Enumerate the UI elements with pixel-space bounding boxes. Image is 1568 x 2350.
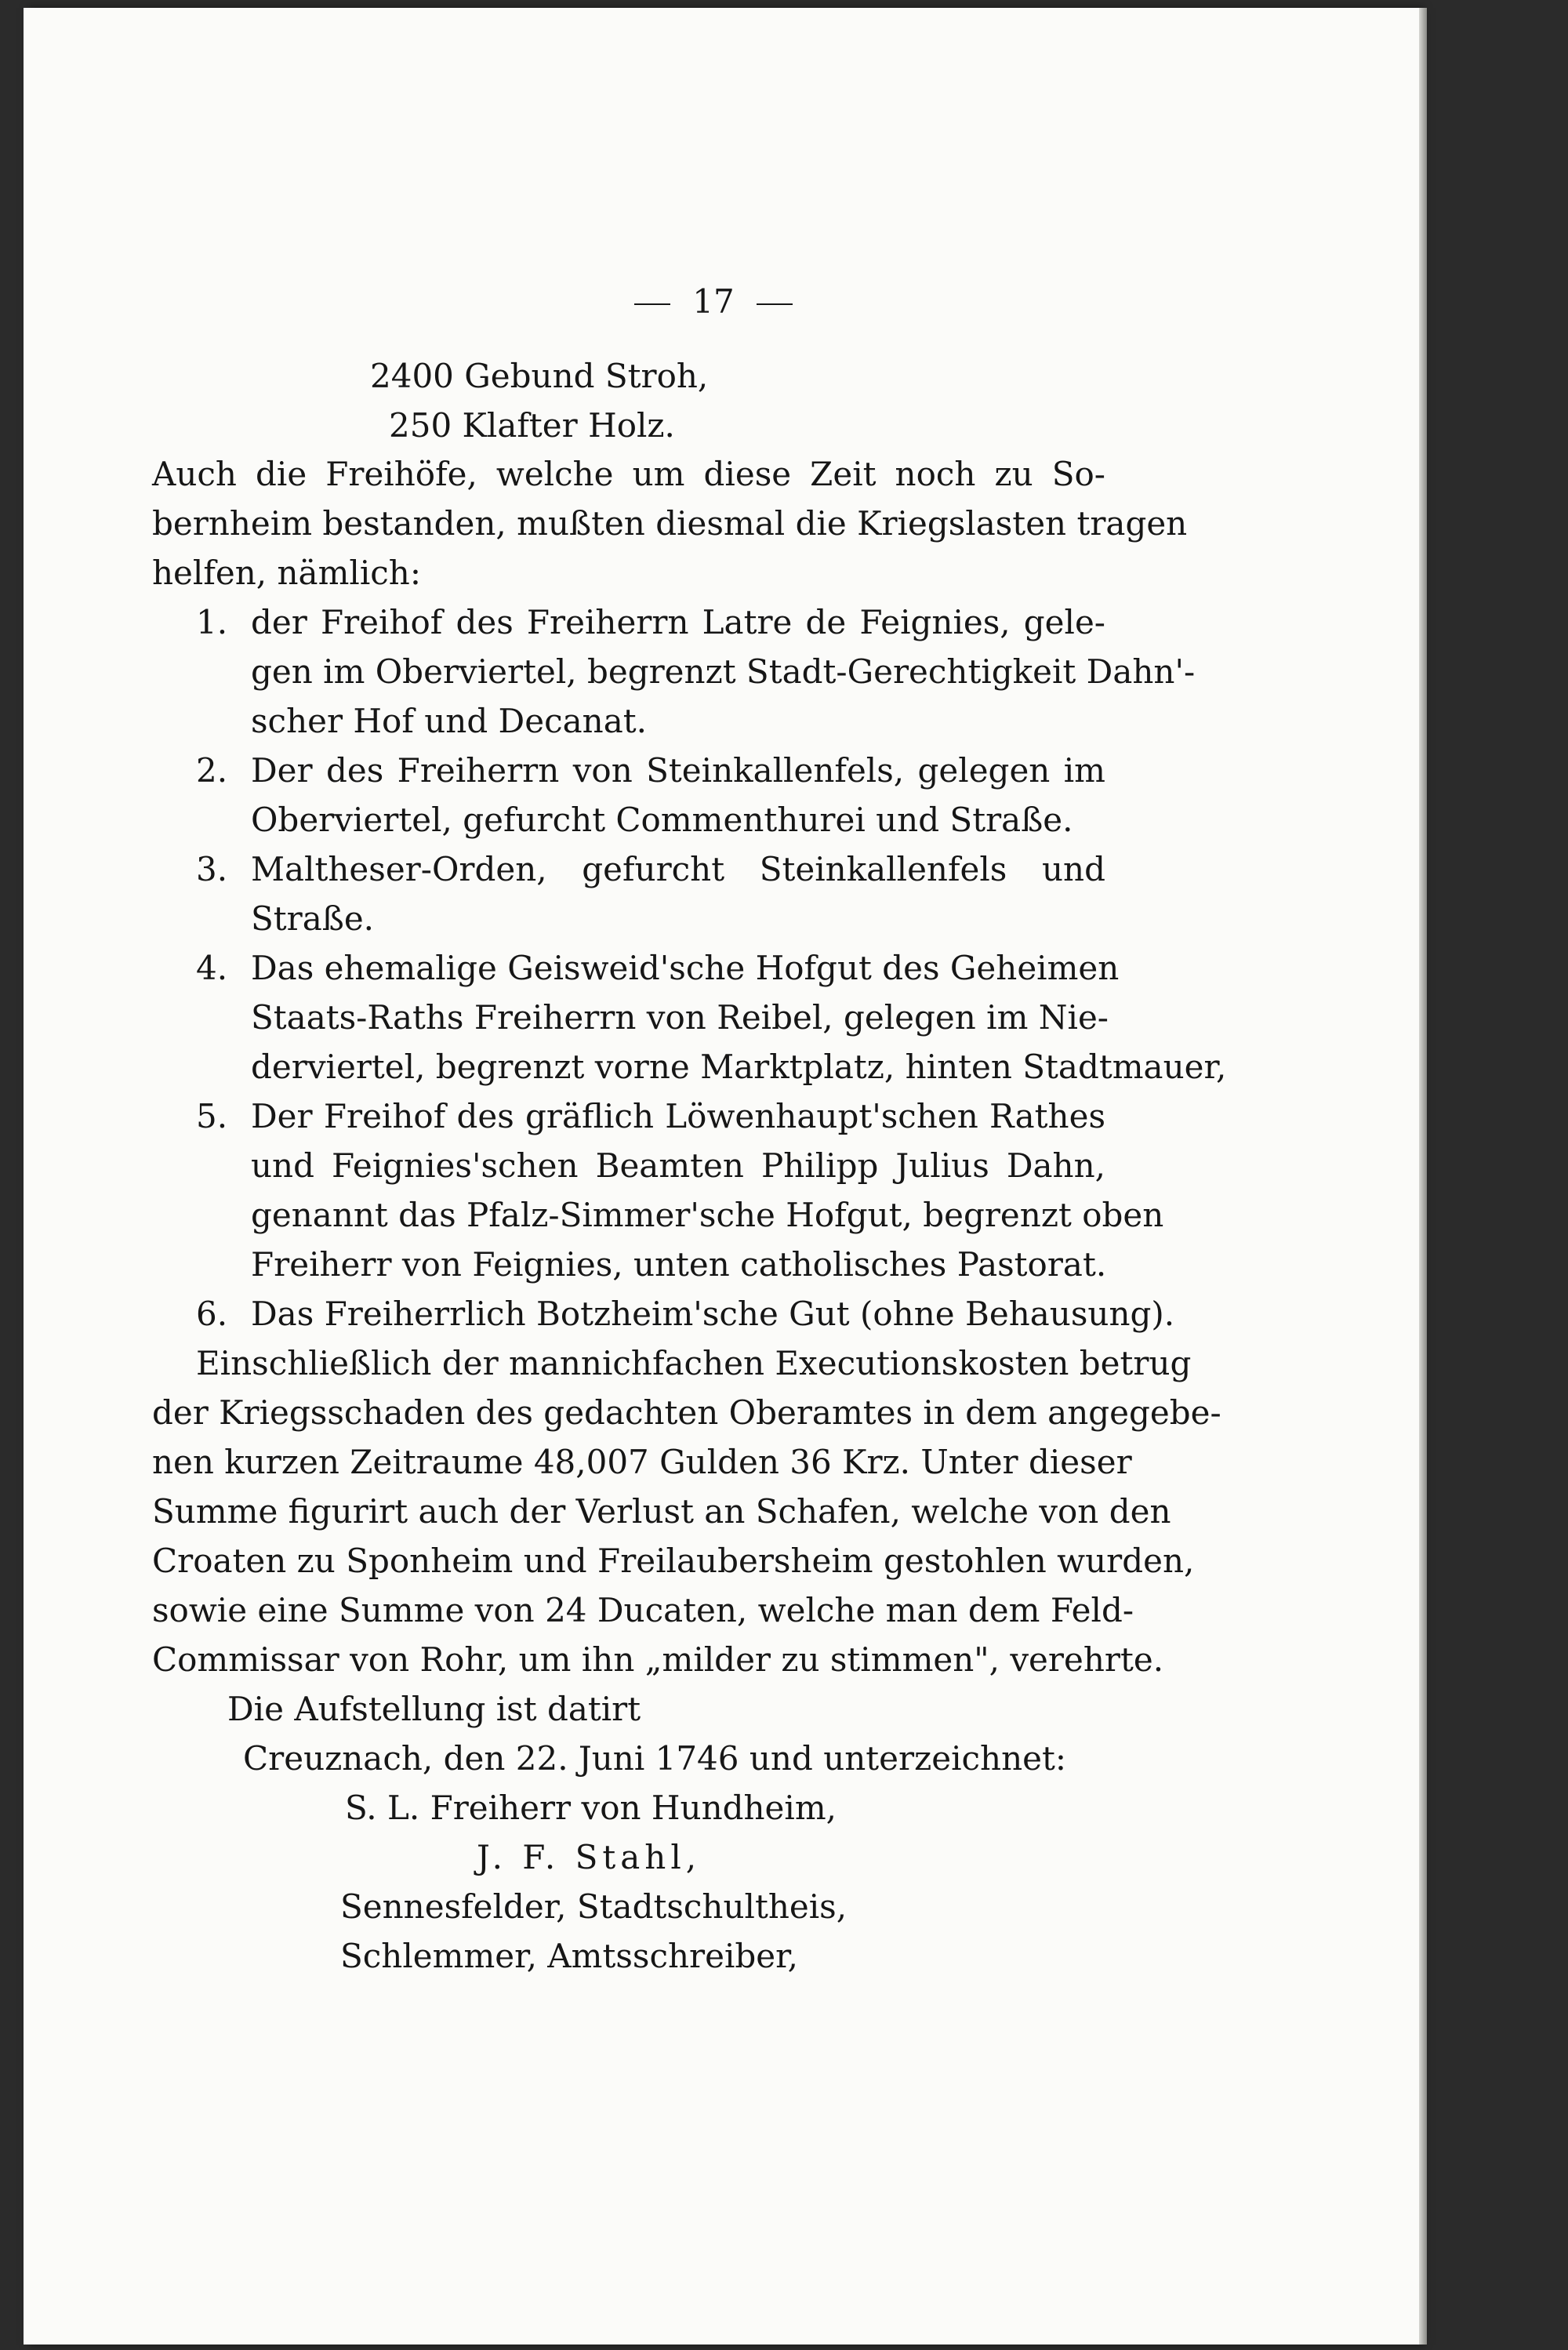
signatory-line: J. F. Stahl, xyxy=(477,1838,702,1876)
list-number: 5. xyxy=(196,1097,228,1135)
list-item-line: derviertel, begrenzt vorne Marktplatz, hinten Stadtmauer, xyxy=(251,1048,1227,1086)
left-dash xyxy=(634,303,670,305)
list-item-line: Oberviertel, gefurcht Commenthurei und Straße. xyxy=(251,801,1073,839)
list-number: 1. xyxy=(196,603,228,641)
list-number: 6. xyxy=(196,1295,228,1333)
list-item-line: Straße. xyxy=(251,899,375,938)
list-item-line: Der des Freiherrn von Steinkallenfels, gelegen im xyxy=(251,751,1105,790)
text-line: 2400 Gebund Stroh, xyxy=(370,357,709,395)
page-number: 17 xyxy=(692,282,735,321)
text-line: nen kurzen Zeitraume 48,007 Gulden 36 Krz. Unter dieser xyxy=(152,1443,1132,1481)
page-number-header xyxy=(533,282,894,321)
list-item-line: Freiherr von Feignies, unten catholisches Pastorat. xyxy=(251,1245,1107,1284)
list-item-line: Maltheser-Orden, gefurcht Steinkallenfels und xyxy=(251,850,1105,888)
text-line: Auch die Freihöfe, welche um diese Zeit noch zu So- xyxy=(152,455,1105,493)
text-line: sowie eine Summe von 24 Ducaten, welche man dem Feld- xyxy=(152,1591,1134,1629)
text-line: helfen, nämlich: xyxy=(152,554,421,592)
list-number: 4. xyxy=(196,949,228,987)
text-line: Creuznach, den 22. Juni 1746 und unterzeichnet: xyxy=(243,1739,1067,1778)
list-item-line: scher Hof und Decanat. xyxy=(251,702,647,740)
text-line: bernheim bestanden, mußten diesmal die Kriegslasten tragen xyxy=(152,504,1188,543)
right-dash xyxy=(757,303,793,305)
list-item-line: Der Freihof des gräflich Löwenhaupt'schen Rathes xyxy=(251,1097,1105,1135)
list-item-line: der Freihof des Freiherrn Latre de Feignies, gele- xyxy=(251,603,1105,641)
list-item-line: gen im Oberviertel, begrenzt Stadt-Gerechtigkeit Dahn'- xyxy=(251,652,1196,691)
text-line: Einschließlich der mannichfachen Executionskosten betrug xyxy=(196,1344,1192,1382)
text-line: der Kriegsschaden des gedachten Oberamtes in dem angegebe- xyxy=(152,1393,1221,1432)
text-line: 250 Klafter Holz. xyxy=(389,406,675,445)
list-item-line: und Feignies'schen Beamten Philipp Julius Dahn, xyxy=(251,1146,1105,1185)
page-edge xyxy=(1419,8,1427,2345)
signatory-line: Schlemmer, Amtsschreiber, xyxy=(340,1937,798,1975)
list-number: 3. xyxy=(196,850,228,888)
signatory-line: Sennesfelder, Stadtschultheis, xyxy=(340,1887,848,1926)
signatory-line: S. L. Freiherr von Hundheim, xyxy=(345,1789,837,1827)
text-line: Commissar von Rohr, um ihn „milder zu stimmen", verehrte. xyxy=(152,1640,1164,1679)
list-item-line: Das Freiherrlich Botzheim'sche Gut (ohne Behausung). xyxy=(251,1295,1175,1333)
text-line: Die Aufstellung ist datirt xyxy=(227,1690,641,1728)
list-item-line: Das ehemalige Geisweid'sche Hofgut des Geheimen xyxy=(251,949,1120,987)
list-item-line: genannt das Pfalz-Simmer'sche Hofgut, begrenzt oben xyxy=(251,1196,1164,1234)
list-number: 2. xyxy=(196,751,228,790)
list-item-line: Staats-Raths Freiherrn von Reibel, gelegen im Nie- xyxy=(251,998,1109,1037)
text-line: Croaten zu Sponheim und Freilaubersheim gestohlen wurden, xyxy=(152,1542,1195,1580)
text-line: Summe figurirt auch der Verlust an Schafen, welche von den xyxy=(152,1492,1171,1531)
